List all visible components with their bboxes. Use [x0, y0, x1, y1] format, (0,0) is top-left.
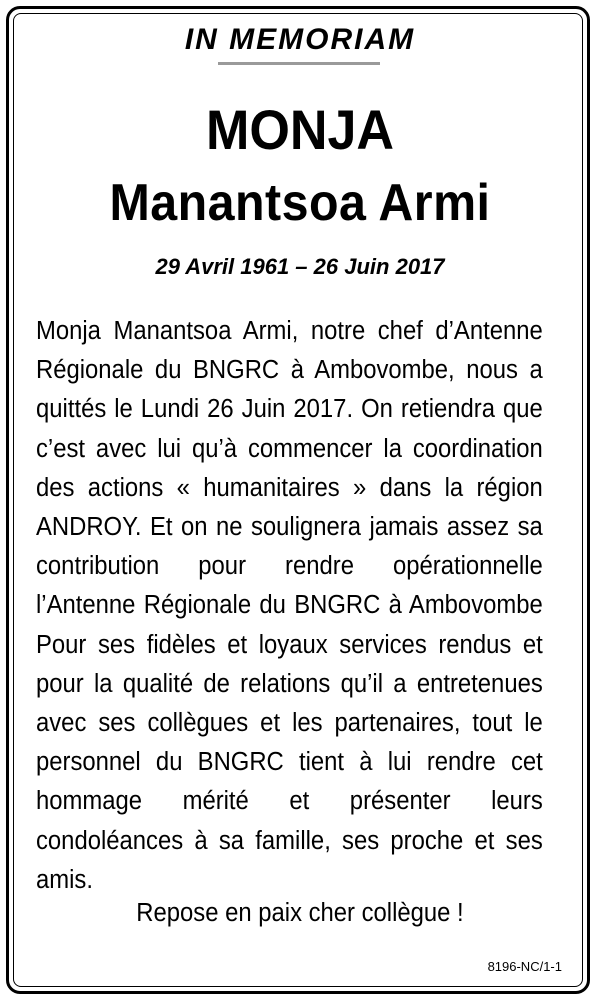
deceased-surname: MONJA [205, 98, 395, 161]
deceased-fullname: Manantsoa Armi [109, 174, 491, 232]
tribute-paragraph: Monja Manantsoa Armi, notre chef d’Antenne Régionale du BNGRC à Ambovombe, nous a quittés le Lundi 26 Juin 2017. On retiendra que c’est avec lui qu’à commencer la coordination des actions « humanitaires » dans la région ANDROY. Et on ne soulignera jamais assez sa contribution pour rendre opérationnelle l’Antenne Régionale du BNGRC à Ambovombe Pour ses fidèles et loyaux services rendus et pour la qualité de relations qu’il a entretenues avec ses collègues et les partenaires, tout le personnel du BNGRC tient à lui rendre cet hommage mérité et présenter leurs condoléances à sa famille, ses proche et ses amis. [36, 317, 543, 894]
heading-underline [218, 62, 380, 65]
tribute-text [36, 312, 543, 900]
closing-line: Repose en paix cher collègue ! [136, 899, 464, 927]
notice-heading: IN MEMORIAM [184, 23, 416, 56]
reference-code: 8196-NC/1-1 [487, 959, 562, 974]
life-dates: 29 Avril 1961 – 26 Juin 2017 [155, 254, 445, 279]
